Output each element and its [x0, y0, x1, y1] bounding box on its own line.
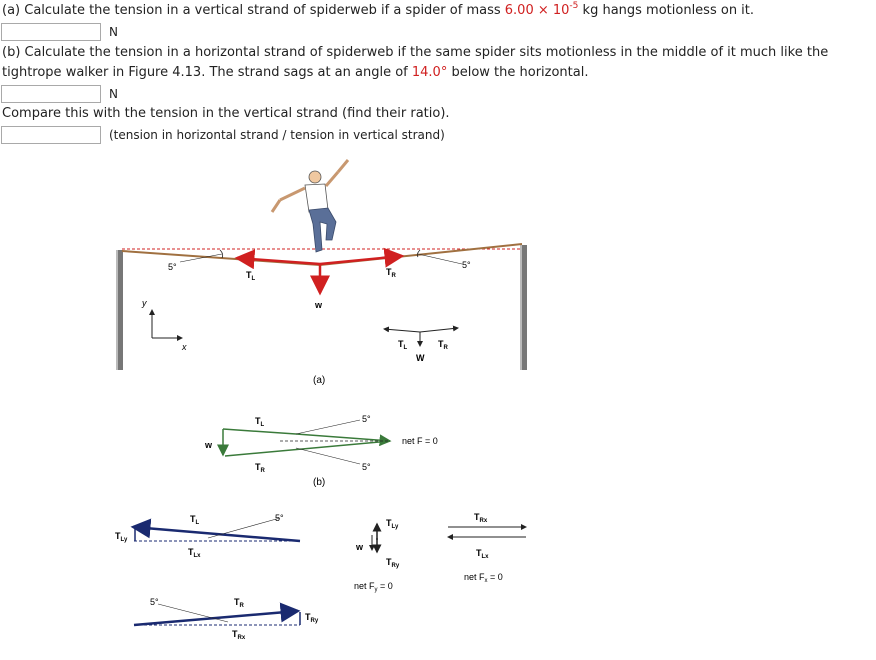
- answer-input-b[interactable]: [1, 85, 101, 103]
- net-Fy-label: net $F_y = 0$: [354, 581, 393, 593]
- svg-text:TLx: $T_{Lx}$: [476, 548, 489, 560]
- answer-input-ratio[interactable]: [1, 126, 101, 144]
- svg-text:W: W: [416, 353, 425, 363]
- svg-text:5°: 5°: [275, 513, 284, 523]
- panel-a-label: (a): [313, 375, 326, 386]
- tightrope-figure: [100, 150, 540, 655]
- component-TL: [133, 527, 300, 541]
- svg-text:TR: $T_R$: [438, 339, 448, 351]
- unit-label-ratio: (tension in horizontal strand / tension in vertical strand): [109, 128, 445, 142]
- svg-text:w: w: [205, 440, 213, 450]
- x-axis-label: x: [182, 342, 187, 352]
- question-part-a: (a) Calculate the tension in a vertical strand of spiderweb if a spider of mass $6.00 \times 10^{-5}$ kg hangs motionless on it.: [2, 1, 755, 18]
- net-force-label: net F = 0: [402, 436, 438, 446]
- svg-text:TL: $T_L$: [255, 416, 265, 428]
- svg-text:5°: 5°: [362, 414, 371, 424]
- label-TL: $T_L$: [246, 270, 256, 282]
- question-part-b-line1: (b) Calculate the tension in a horizontal strand of spiderweb if the same spider sits motionless in the middle of it much like the: [2, 45, 829, 60]
- svg-text:TLy: $T_{Ly}$: [115, 531, 128, 543]
- label-TR: $T_R$: [386, 267, 396, 279]
- unit-label-a: N: [109, 25, 118, 39]
- svg-text:TR: $T_R$: [234, 597, 244, 609]
- angle-label-left: 5°: [168, 262, 177, 272]
- triangle-TR: [225, 441, 390, 456]
- panel-b-label: (b): [313, 477, 326, 488]
- mass-value: $6.00 \times 10^{-5}$: [504, 1, 579, 18]
- svg-text:5°: 5°: [150, 597, 159, 607]
- svg-text:TL: $T_L$: [398, 339, 408, 351]
- walker-figure: [272, 160, 348, 252]
- unit-label-b: N: [109, 87, 118, 101]
- answer-input-a[interactable]: [1, 23, 101, 41]
- svg-text:TL: $T_L$: [190, 514, 200, 526]
- label-w: w: [315, 300, 323, 310]
- angle-label-right: 5°: [462, 260, 471, 270]
- tension-right-arrow: [320, 256, 402, 264]
- component-TR: [134, 611, 298, 625]
- question-part-b-line2: tightrope walker in Figure 4.13. The strand sags at an angle of 14.0° below the horizontal.: [2, 65, 589, 80]
- svg-text:TR: $T_R$: [255, 462, 265, 474]
- svg-text:TLx: $T_{Lx}$: [188, 547, 201, 559]
- svg-text:TRx: $T_{Rx}$: [474, 512, 488, 524]
- svg-text:TRy: $T_{Ry}$: [386, 557, 400, 569]
- question-compare: Compare this with the tension in the vertical strand (find their ratio).: [2, 106, 450, 121]
- svg-text:w: w: [356, 542, 364, 552]
- svg-text:TRy: $T_{Ry}$: [305, 612, 319, 624]
- svg-text:TLy: $T_{Ly}$: [386, 518, 399, 530]
- angle-value: 14.0°: [411, 65, 448, 80]
- net-Fx-label: net $F_x = 0$: [464, 572, 503, 584]
- svg-text:TRx: $T_{Rx}$: [232, 629, 246, 641]
- triangle-TL: [223, 429, 296, 434]
- y-axis-label: y: [142, 298, 147, 308]
- svg-text:5°: 5°: [362, 462, 371, 472]
